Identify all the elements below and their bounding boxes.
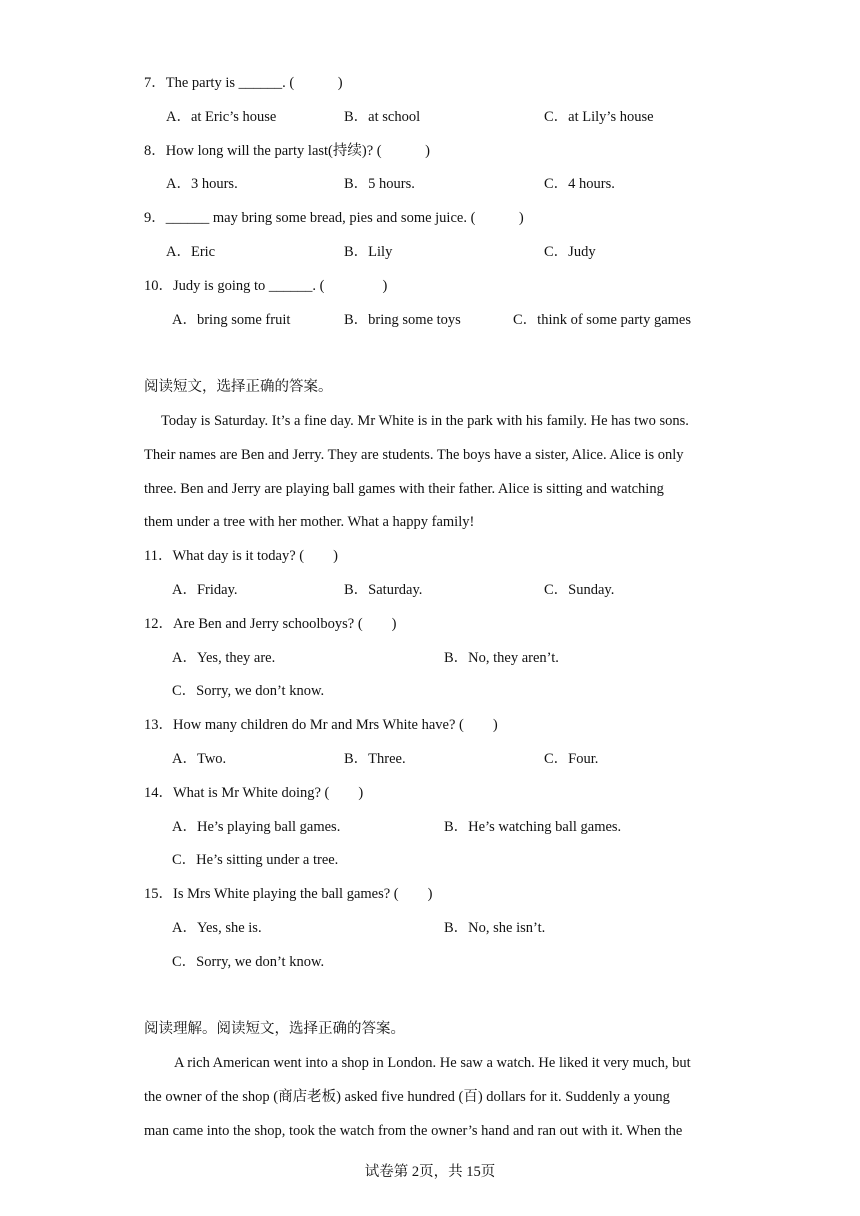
question-8-stem: 8．How long will the party last(持续)? ( ) [144, 143, 430, 159]
question-10-option-b: B．bring some toys [344, 312, 461, 328]
question-9-option-a: A．Eric [166, 244, 216, 260]
question-12-option-c: C．Sorry, we don’t know. [172, 683, 325, 699]
question-8-option-c: C．4 hours. [544, 176, 615, 192]
question-8-option-b: B．5 hours. [344, 176, 415, 192]
question-12-stem: 12．Are Ben and Jerry schoolboys? ( ) [144, 616, 397, 632]
section-2-heading: 阅读短文，选择正确的答案。 [144, 379, 333, 395]
question-7-option-c: C．at Lily’s house [544, 109, 654, 125]
question-11-stem: 11．What day is it today? ( ) [144, 548, 338, 564]
question-15-option-a: A．Yes, she is. [172, 920, 262, 936]
question-15-option-b: B．No, she isn’t. [444, 920, 546, 936]
page-footer: 试卷第 2页，共 15页 [364, 1164, 496, 1180]
question-13-stem: 13．How many children do Mr and Mrs White have? ( ) [144, 717, 498, 733]
section-2-passage-line: them under a tree with her mother. What a happy family! [144, 514, 475, 530]
question-9-option-b: B．Lily [344, 244, 393, 260]
question-11-option-a: A．Friday. [172, 582, 238, 598]
question-14-stem: 14．What is Mr White doing? ( ) [144, 785, 364, 801]
question-15-stem: 15．Is Mrs White playing the ball games? ( ) [144, 886, 433, 902]
question-9-stem: 9．______ may bring some bread, pies and some juice. ( ) [144, 210, 524, 226]
section-2-passage-line: Their names are Ben and Jerry. They are students. The boys have a sister, Alice. Alice is only [144, 447, 684, 463]
section-3-passage-line: A rich American went into a shop in London. He saw a watch. He liked it very much, but [174, 1055, 691, 1071]
question-14-option-b: B．He’s watching ball games. [444, 819, 622, 835]
question-7-stem: 7．The party is ______. ( ) [144, 75, 343, 91]
question-8-option-a: A．3 hours. [166, 176, 238, 192]
question-13-option-b: B．Three. [344, 751, 406, 767]
question-11-option-b: B．Saturday. [344, 582, 423, 598]
question-10-option-a: A．bring some fruit [172, 312, 291, 328]
question-10-option-c: C．think of some party games [513, 312, 692, 328]
question-11-option-c: C．Sunday. [544, 582, 615, 598]
question-10-stem: 10．Judy is going to ______. ( ) [144, 278, 388, 294]
question-12-option-a: A．Yes, they are. [172, 650, 276, 666]
question-13-option-c: C．Four. [544, 751, 599, 767]
question-7-option-b: B．at school [344, 109, 421, 125]
question-14-option-c: C．He’s sitting under a tree. [172, 852, 339, 868]
question-12-option-b: B．No, they aren’t. [444, 650, 559, 666]
section-2-passage-line: three. Ben and Jerry are playing ball games with their father. Alice is sitting and watching [144, 481, 664, 497]
question-7-option-a: A．at Eric’s house [166, 109, 277, 125]
section-2-passage-line: Today is Saturday. It’s a fine day. Mr White is in the park with his family. He has two sons. [161, 413, 689, 429]
section-3-heading: 阅读理解。阅读短文，选择正确的答案。 [144, 1021, 405, 1037]
section-3-passage-line: man came into the shop, took the watch from the owner’s hand and ran out with it. When the [144, 1123, 683, 1139]
section-3-passage-line: the owner of the shop (商店老板) asked five hundred (百) dollars for it. Suddenly a young [144, 1089, 670, 1105]
question-13-option-a: A．Two. [172, 751, 227, 767]
question-15-option-c: C．Sorry, we don’t know. [172, 954, 325, 970]
question-14-option-a: A．He’s playing ball games. [172, 819, 341, 835]
question-9-option-c: C．Judy [544, 244, 596, 260]
